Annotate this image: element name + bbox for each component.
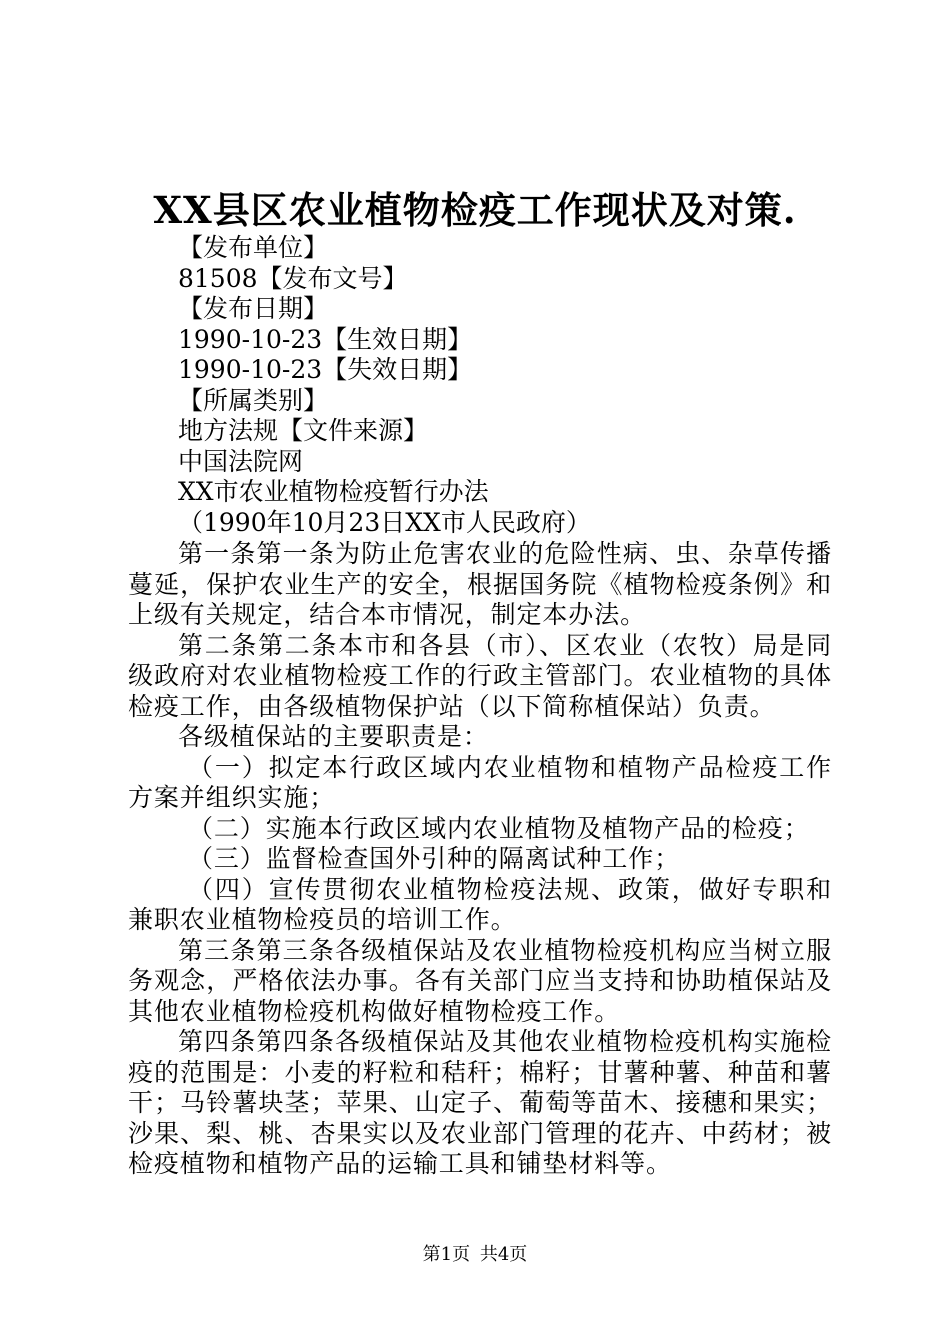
duty-item-4: （四）宣传贯彻农业植物检疫法规、政策，做好专职和兼职农业植物检疫员的培训工作。 xyxy=(128,874,832,934)
article-3: 第三条第三条各级植保站及农业植物检疫机构应当树立服务观念，严格依法办事。各有关部门应当支持和协助植保站及其他农业植物检疫机构做好植物检疫工作。 xyxy=(128,935,832,1026)
meta-issuing-unit: 【发布单位】 xyxy=(178,233,329,262)
regulation-date: （1990年10月23日XX市人民政府） xyxy=(178,507,591,537)
article-4: 第四条第四条各级植保站及其他农业植物检疫机构实施检疫的范围是：小麦的籽粒和秸秆；棉籽；甘薯种薯、种苗和薯干；马铃薯块茎；苹果、山定子、葡萄等苗木、接穗和果实；沙果、梨、桃、杏果实以及农业部门管理的花卉、中药材；被检疫植物和植物产品的运输工具和铺垫材料等。 xyxy=(128,1027,832,1178)
document-meta xyxy=(178,233,838,538)
meta-document-number: 81508【发布文号】 xyxy=(178,263,408,293)
regulation-title: XX市农业植物检疫暂行办法 xyxy=(178,477,489,506)
duty-item-2: （二）实施本行政区域内农业植物及植物产品的检疫； xyxy=(188,813,810,843)
meta-issue-date: 【发布日期】 xyxy=(178,294,329,323)
duties-intro: 各级植保站的主要职责是： xyxy=(178,722,489,751)
article-1: 第一条第一条为防止危害农业的危险性病、虫、杂草传播蔓延，保护农业生产的安全，根据国务院《植物检疫条例》和上级有关规定，结合本市情况，制定本办法。 xyxy=(128,539,832,629)
page-number: 第1页 xyxy=(422,1244,471,1265)
article-2: 第二条第二条本市和各县（市）、区农业（农牧）局是同级政府对农业植物检疫工作的行政主管部门。农业植物的具体检疫工作，由各级植物保护站（以下简称植保站）负责。 xyxy=(128,630,832,721)
meta-source: 地方法规【文件来源】 xyxy=(178,416,429,445)
document-title: XX县区农业植物检疫工作现状及对策. xyxy=(153,188,797,232)
page-total: 共4页 xyxy=(479,1244,528,1265)
meta-source-value: 中国法院网 xyxy=(178,446,304,476)
duty-item-1: （一）拟定本行政区域内农业植物和植物产品检疫工作方案并组织实施； xyxy=(128,752,832,812)
page-footer xyxy=(0,1243,950,1267)
document-body xyxy=(128,539,832,1180)
meta-expiry-date: 1990-10-23【失效日期】 xyxy=(178,355,473,384)
meta-category: 【所属类别】 xyxy=(178,385,329,415)
meta-effective-date: 1990-10-23【生效日期】 xyxy=(178,324,473,354)
duty-item-3: （三）监督检查国外引种的隔离试种工作； xyxy=(188,844,681,873)
